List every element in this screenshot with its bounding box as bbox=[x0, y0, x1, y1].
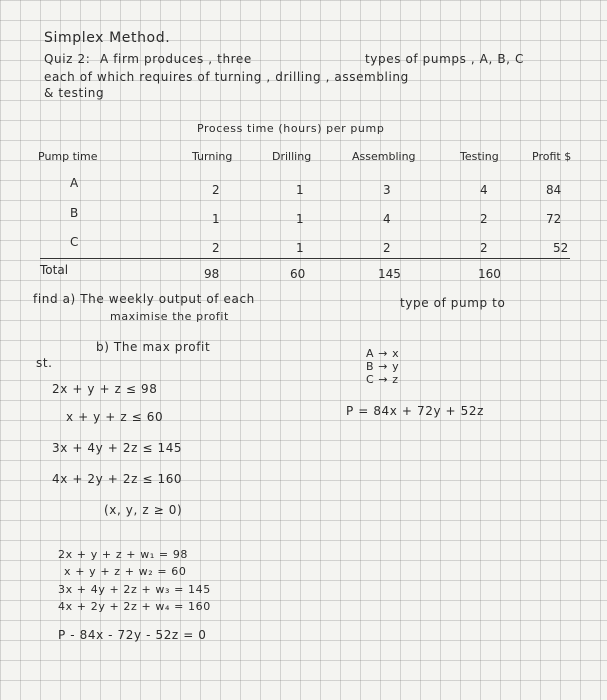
cell-turning: 2 bbox=[212, 183, 220, 197]
cell-assembling: 2 bbox=[383, 241, 391, 255]
slack-equation: x + y + z + w₂ = 60 bbox=[64, 565, 187, 578]
cell-drilling: 1 bbox=[296, 212, 304, 226]
cell-drilling: 1 bbox=[296, 183, 304, 197]
objective-function: P = 84x + 72y + 52z bbox=[346, 404, 484, 418]
constraint: 2x + y + z ≤ 98 bbox=[52, 382, 158, 396]
question-a-cont: type of pump to bbox=[400, 296, 506, 310]
problem-text-1b: types of pumps , A, B, C bbox=[365, 52, 524, 66]
constraint: 4x + 2y + 2z ≤ 160 bbox=[52, 472, 183, 486]
slack-equation: 3x + 4y + 2z + w₃ = 145 bbox=[58, 583, 211, 596]
header-testing: Testing bbox=[460, 150, 499, 163]
total-turning: 98 bbox=[204, 267, 220, 281]
problem-text-1: A firm produces , three bbox=[100, 52, 252, 66]
header-drilling: Drilling bbox=[272, 150, 312, 163]
cell-drilling: 1 bbox=[296, 241, 304, 255]
cell-profit: 84 bbox=[546, 183, 562, 197]
objective-equation: P - 84x - 72y - 52z = 0 bbox=[58, 628, 207, 642]
cell-turning: 1 bbox=[212, 212, 220, 226]
cell-profit: 72 bbox=[546, 212, 562, 226]
cell-assembling: 4 bbox=[383, 212, 391, 226]
question-a: find a) The weekly output of each bbox=[33, 292, 255, 306]
row-label: A bbox=[70, 176, 79, 190]
total-label: Total bbox=[40, 263, 69, 277]
page-title: Simplex Method. bbox=[44, 30, 171, 46]
problem-label: Quiz 2: bbox=[44, 52, 91, 66]
total-assembling: 145 bbox=[378, 267, 401, 281]
variable-map: A → x bbox=[366, 347, 400, 360]
total-drilling: 60 bbox=[290, 267, 306, 281]
cell-profit: 52 bbox=[553, 241, 569, 255]
constraint: 3x + 4y + 2z ≤ 145 bbox=[52, 441, 183, 455]
header-pump-time: Pump time bbox=[38, 150, 98, 163]
cell-testing: 2 bbox=[480, 241, 488, 255]
cell-turning: 2 bbox=[212, 241, 220, 255]
row-label: B bbox=[70, 206, 79, 220]
total-divider bbox=[40, 258, 570, 259]
header-assembling: Assembling bbox=[352, 150, 416, 163]
cell-testing: 2 bbox=[480, 212, 488, 226]
constraint: x + y + z ≤ 60 bbox=[66, 410, 164, 424]
cell-testing: 4 bbox=[480, 183, 488, 197]
slack-equation: 2x + y + z + w₁ = 98 bbox=[58, 548, 189, 561]
non-negativity: (x, y, z ≥ 0) bbox=[104, 503, 183, 517]
question-a-line2: maximise the profit bbox=[110, 310, 229, 323]
header-profit: Profit $ bbox=[532, 150, 572, 163]
subject-to-label: st. bbox=[36, 356, 53, 370]
variable-map: B → y bbox=[366, 360, 400, 373]
slack-equation: 4x + 2y + 2z + w₄ = 160 bbox=[58, 600, 211, 613]
problem-text-2: each of which requires of turning , drilling , assembling bbox=[44, 70, 409, 84]
variable-map: C → z bbox=[366, 373, 399, 386]
cell-assembling: 3 bbox=[383, 183, 391, 197]
header-turning: Turning bbox=[192, 150, 233, 163]
total-testing: 160 bbox=[478, 267, 501, 281]
question-b: b) The max profit bbox=[96, 340, 211, 354]
problem-text-3: & testing bbox=[44, 86, 105, 100]
table-caption: Process time (hours) per pump bbox=[197, 122, 385, 135]
row-label: C bbox=[70, 235, 79, 249]
